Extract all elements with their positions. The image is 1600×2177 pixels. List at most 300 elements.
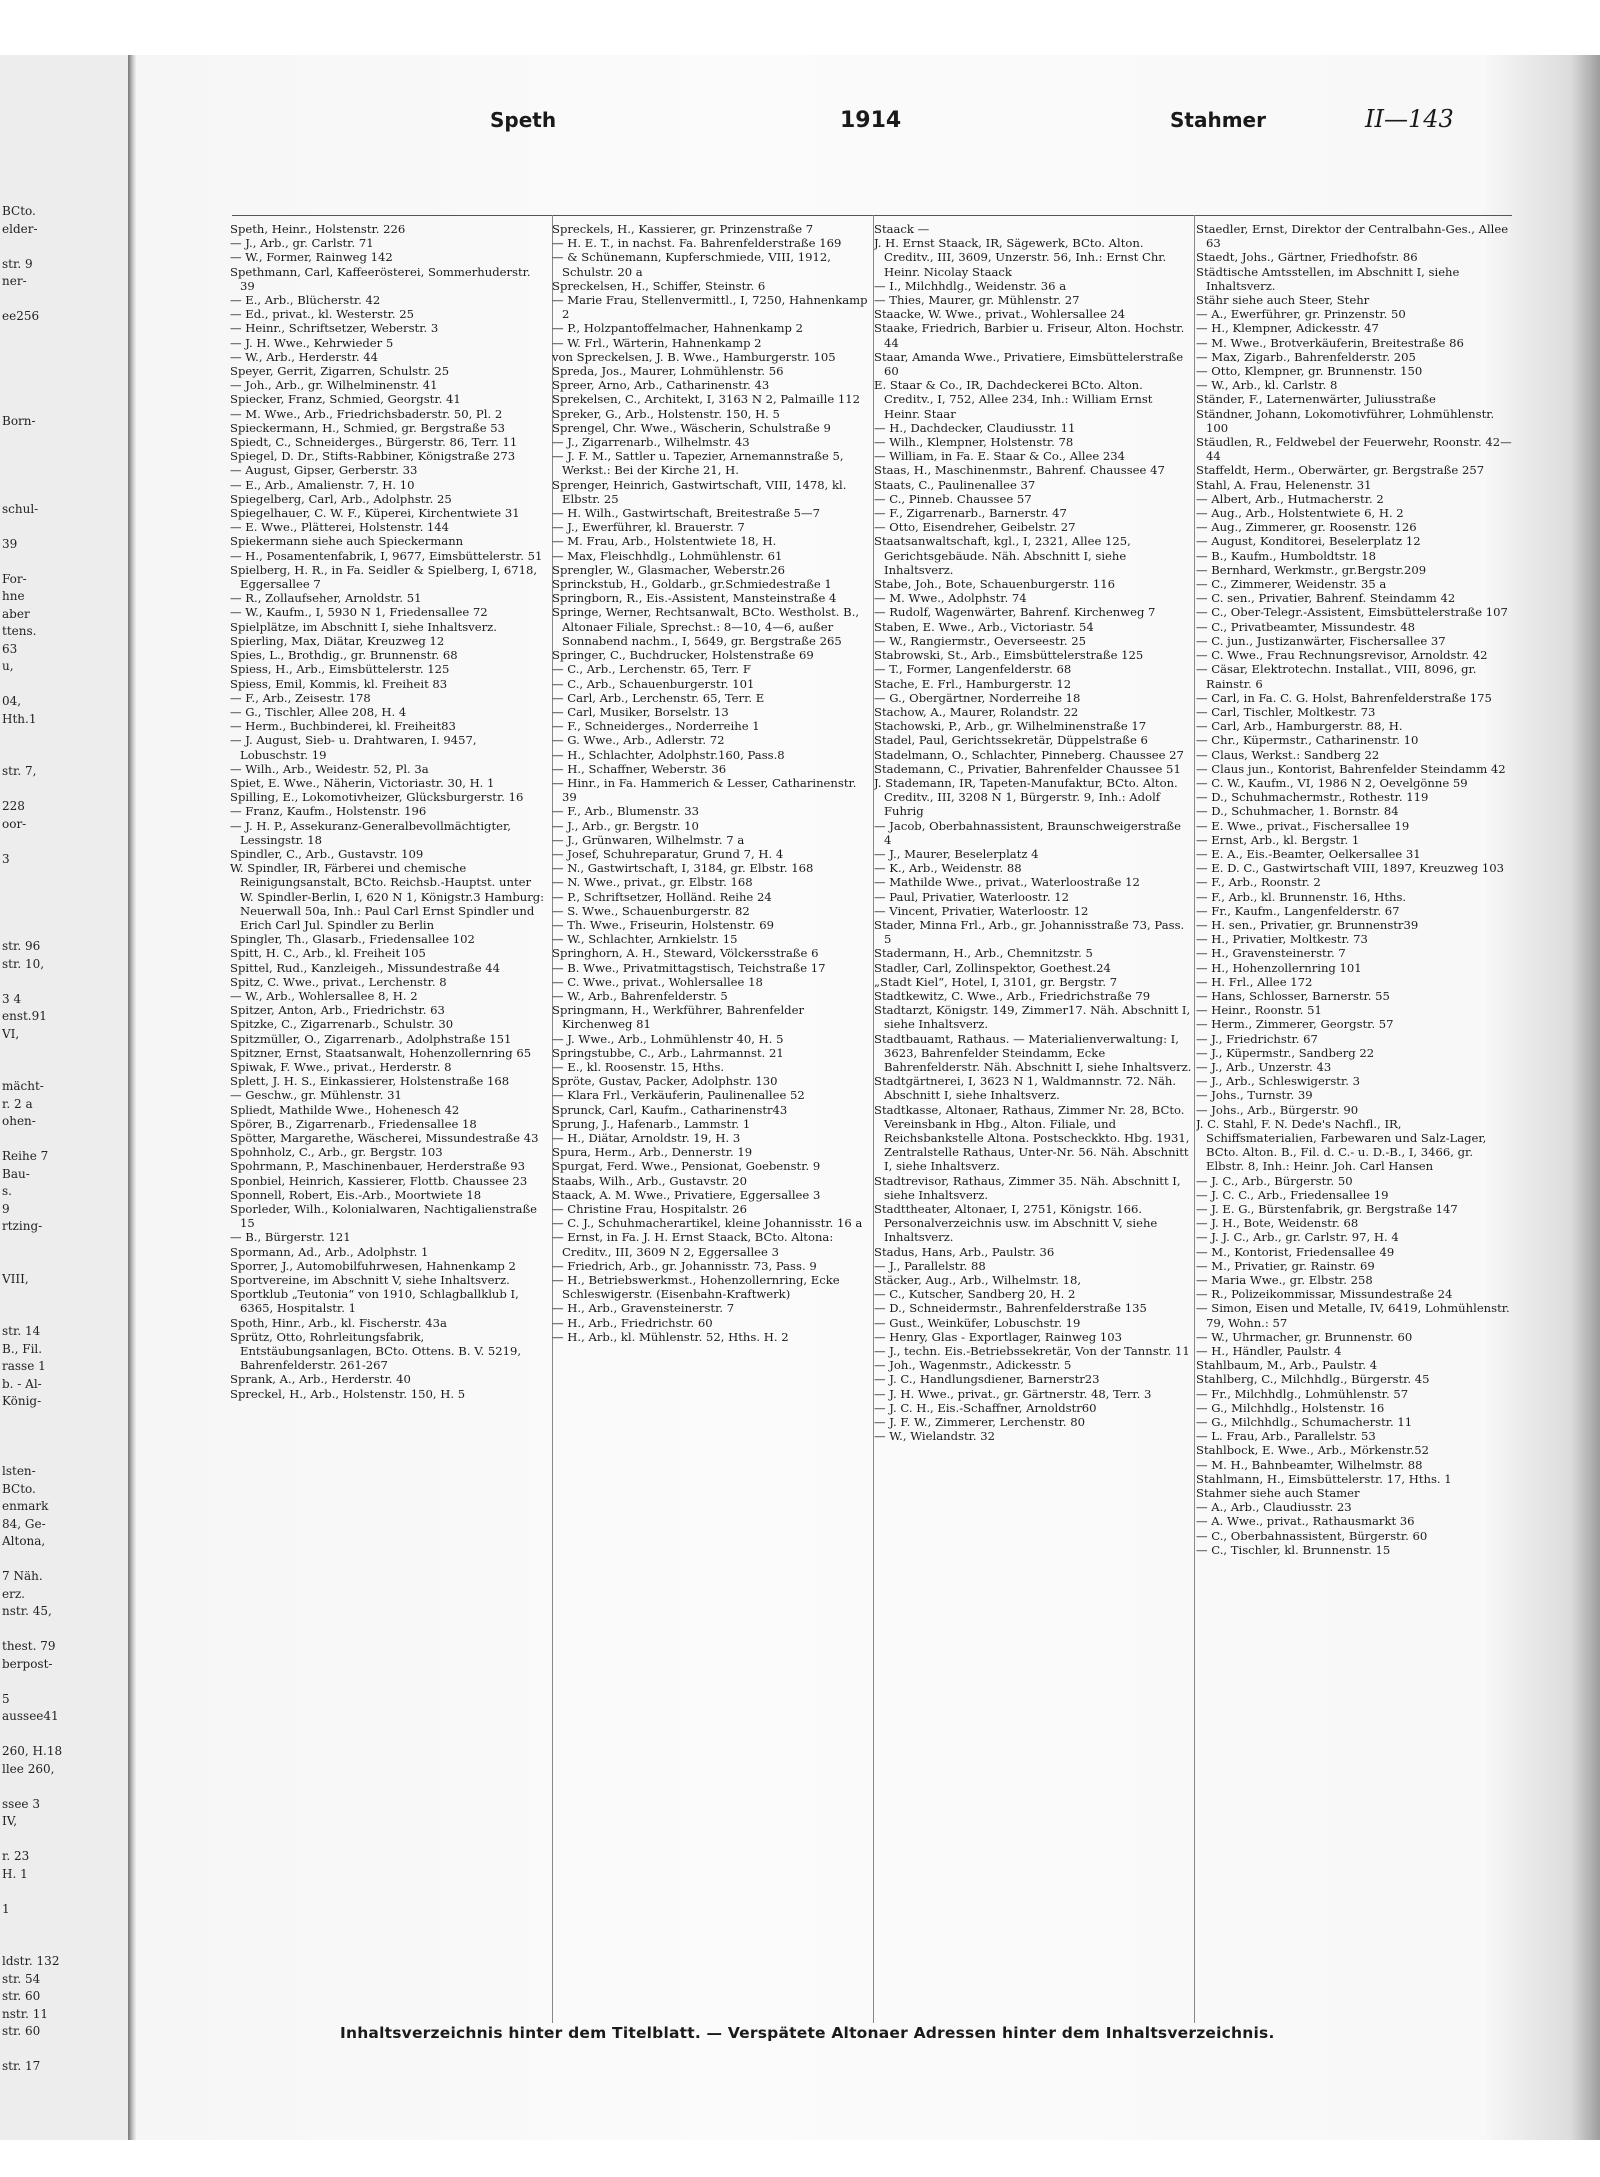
directory-entry: Spreckelsen, H., Schiffer, Steinstr. 6	[552, 278, 766, 293]
directory-entry: — J. H. Wwe., Kehrwieder 5	[230, 335, 394, 350]
directory-entry: — Vincent, Privatier, Waterloostr. 12	[874, 903, 1089, 918]
directory-entry: Stadtgärtnerei, I, 3623 N 1, Waldmannstr. 72. Näh. Abschnitt I, siehe Inhaltsverz.	[874, 1074, 1177, 1103]
directory-entry: Spielberg, H. R., in Fa. Seidler & Spielberg, I, 6718, Eggersallee 7	[230, 562, 538, 592]
previous-page-line	[2, 396, 132, 414]
directory-entry: — G., Milchhdlg., Schumacherstr. 11	[1196, 1415, 1413, 1430]
directory-entry: Spiess, Emil, Kommis, kl. Freiheit 83	[230, 676, 448, 691]
directory-entry: — M. Wwe., Adolphstr. 74	[874, 591, 1027, 606]
directory-entry: Staack, A. M. Wwe., Privatiere, Eggersallee 3	[552, 1187, 821, 1202]
previous-page-line: str. 10,	[2, 956, 45, 971]
directory-column-1	[230, 222, 548, 2022]
previous-page-line: 260, H.18	[2, 1744, 63, 1758]
scan-top-margin	[0, 0, 1600, 55]
directory-entry: — A. Wwe., privat., Rathausmarkt 36	[1196, 1514, 1415, 1529]
directory-entry: Stadtbauamt, Rathaus. — Materialienverwaltung: I, 3623, Bahrenfelder Steindamm, Ecke Bahrenfelderstr. Näh. Abschnitt I, siehe Inhaltsverz.	[874, 1031, 1192, 1074]
previous-page-line	[2, 886, 132, 904]
previous-page-line: aber	[2, 606, 30, 621]
previous-page-line: Altona,	[2, 1534, 46, 1548]
directory-entry: Springmann, H., Werkführer, Bahrenfelder Kirchenweg 81	[552, 1003, 804, 1032]
directory-entry: — Th. Wwe., Friseurin, Holstenstr. 69	[552, 917, 775, 932]
directory-entry: — Thies, Maurer, gr. Mühlenstr. 27	[874, 293, 1080, 308]
previous-page-line: ner-	[2, 274, 27, 288]
directory-entry: — J., Küpermstr., Sandberg 22	[1196, 1045, 1375, 1060]
directory-entry: Springhorn, A. H., Steward, Völckersstraße 6	[552, 946, 819, 961]
directory-entry: Stäcker, Aug., Arb., Wilhelmstr. 18,	[874, 1273, 1082, 1288]
directory-entry: — Hans, Schlosser, Barnerstr. 55	[1196, 988, 1390, 1003]
directory-entry: Spröte, Gustav, Packer, Adolphstr. 130	[552, 1074, 778, 1089]
previous-page-line: VI,	[2, 1026, 20, 1041]
previous-page-line	[2, 291, 132, 309]
directory-entry: — G., Milchhdlg., Holstenstr. 16	[1196, 1400, 1385, 1415]
directory-entry: — F., Arb., Blumenstr. 33	[552, 804, 699, 819]
directory-entry: — H., Hohenzollernring 101	[1196, 960, 1362, 975]
directory-entry: — H., Gravensteinerstr. 7	[1196, 946, 1346, 961]
directory-entry: — G. Wwe., Arb., Adlerstr. 72	[552, 733, 725, 748]
previous-page-line: nstr. 11	[2, 2006, 49, 2021]
directory-entry: Spieckermann, H., Schmied, gr. Bergstraße 53	[230, 420, 505, 435]
previous-page-line	[2, 833, 132, 851]
previous-page-line	[2, 1883, 132, 1901]
previous-page-line: berpost-	[2, 1656, 53, 1671]
directory-entry: — H., Diätar, Arnoldstr. 19, H. 3	[552, 1131, 741, 1145]
directory-entry: Sprung, J., Hafenarb., Lammstr. 1	[552, 1116, 751, 1131]
directory-entry: — C. W., Kaufm., VI, 1986 N 2, Oevelgönne 59	[1196, 775, 1468, 790]
directory-entry: — H., Händler, Paulstr. 4	[1196, 1344, 1342, 1359]
page-footer-note: Inhaltsverzeichnis hinter dem Titelblatt. — Verspätete Altonaer Adressen hinter dem Inhaltsverzeichnis.	[340, 2024, 1275, 2042]
directory-entry: — W., Rangiermstr., Oeverseestr. 25	[874, 633, 1087, 648]
directory-entry: Stäudlen, R., Feldwebel der Feuerwehr, Roonstr. 42—44	[1196, 435, 1512, 464]
previous-page-line: str. 9	[2, 256, 33, 271]
directory-entry: — Christine Frau, Hospitalstr. 26	[552, 1202, 747, 1217]
directory-entry: — Carl, Arb., Hamburgerstr. 88, H.	[1196, 719, 1403, 734]
previous-page-line: VIII,	[2, 1271, 29, 1286]
directory-entry: — E. A., Eis.-Beamter, Oelkersallee 31	[1196, 846, 1421, 861]
directory-entry: — Wilh., Klempner, Holstenstr. 78	[874, 435, 1074, 450]
directory-entry: — Ernst, Arb., kl. Bergstr. 1	[1196, 832, 1360, 847]
directory-entry: — W., Schlachter, Arnkielstr. 15	[552, 932, 738, 947]
directory-entry: — Joh., Wagenmstr., Adickesstr. 5	[874, 1358, 1072, 1373]
directory-entry: — C., Privatbeamter, Missundestr. 48	[1196, 619, 1416, 634]
directory-entry: — Rudolf, Wagenwärter, Bahrenf. Kirchenweg 7	[874, 605, 1156, 620]
directory-entry: — Jacob, Oberbahnassistent, Braunschweigerstraße 4	[874, 818, 1181, 847]
previous-page-line: str. 14	[2, 1324, 41, 1338]
previous-page-line: For-	[2, 571, 27, 586]
directory-entry: Spliedt, Mathilde Wwe., Hohenesch 42	[230, 1102, 460, 1117]
directory-entry: Staats, C., Paulinenallee 37	[874, 477, 1036, 492]
previous-page-line	[2, 1411, 132, 1429]
directory-entry: — Otto, Eisendreher, Geibelstr. 27	[874, 520, 1076, 535]
directory-entry: Spörer, B., Zigarrenarb., Friedensallee 18	[230, 1116, 477, 1131]
previous-page-line: B., Fil.	[2, 1341, 43, 1356]
previous-page-line	[2, 1043, 132, 1061]
previous-page-line	[2, 1778, 132, 1796]
directory-entry: Sprunck, Carl, Kaufm., Catharinenstr43	[552, 1102, 788, 1117]
directory-entry: — J. F. W., Zimmerer, Lerchenstr. 80	[874, 1415, 1085, 1430]
previous-page-line: str. 60	[2, 1989, 41, 2003]
directory-entry: — J. F. M., Sattler u. Tapezier, Arnemannstraße 5, Werkst.: Bei der Kirche 21, H.	[552, 449, 844, 478]
directory-entry: — H., Schaffner, Weberstr. 36	[552, 761, 727, 776]
column-divider	[1194, 215, 1195, 2023]
directory-entry: — N., Gastwirtschaft, I, 3184, gr. Elbstr. 168	[552, 861, 814, 876]
directory-entry: — C., Kutscher, Sandberg 20, H. 2	[874, 1287, 1076, 1302]
previous-page-line	[2, 553, 132, 571]
previous-page-line: 3	[2, 851, 10, 866]
directory-entry: — H. E. T., in nachst. Fa. Bahrenfelderstraße 169	[552, 236, 842, 251]
previous-page-line: thest. 79	[2, 1639, 56, 1653]
directory-entry: Spurgat, Ferd. Wwe., Pensionat, Goebenstr. 9	[552, 1159, 821, 1174]
previous-page-line: 39	[2, 536, 18, 551]
previous-page-line	[2, 973, 132, 991]
directory-entry: — C. J., Schuhmacherartikel, kleine Johannisstr. 16 a	[552, 1216, 863, 1231]
directory-entry: — E. Wwe., privat., Fischersallee 19	[1196, 818, 1410, 833]
directory-entry: — Aug., Arb., Holstentwiete 6, H. 2	[1196, 506, 1404, 521]
directory-entry: Spindler, C., Arb., Gustavstr. 109	[230, 846, 424, 861]
directory-entry: — W., Arb., kl. Carlstr. 8	[1196, 378, 1338, 393]
previous-page-line	[2, 2041, 132, 2059]
previous-page-line	[2, 466, 132, 484]
header-first-entry: Speth	[490, 108, 557, 132]
header-last-entry: Stahmer	[1170, 108, 1266, 132]
previous-page-line	[2, 1131, 132, 1149]
directory-entry: — Maria Wwe., gr. Elbstr. 258	[1196, 1273, 1373, 1288]
previous-page-line	[2, 1253, 132, 1271]
directory-entry: — C., Arb., Schauenburgerstr. 101	[552, 676, 755, 691]
directory-entry: — Carl, in Fa. C. G. Holst, Bahrenfelderstraße 175	[1196, 690, 1492, 705]
directory-entry: — Heinr., Roonstr. 51	[1196, 1003, 1322, 1018]
directory-entry: — M. H., Bahnbeamter, Wilhelmstr. 88	[1196, 1457, 1423, 1472]
previous-page-line	[2, 1446, 132, 1464]
header-rule	[232, 215, 1512, 216]
directory-entry: Staack —	[874, 222, 930, 236]
directory-entry: W. Spindler, IR, Färberei und chemische Reinigungsanstalt, BCto. Reichsb.-Hauptst. unter W. Spindler-Berlin, I, 620 N 1, Königstr.3 Hamburg: Neuerwall 50a, Inh.: Paul Carl Ernst Spindler und Erich Carl Jul. Spindler zu Berlin	[230, 861, 545, 932]
previous-page-line: 04,	[2, 694, 22, 708]
directory-entry: Spitz, C. Wwe., privat., Lerchenstr. 8	[230, 974, 447, 989]
directory-entry: Stadus, Hans, Arb., Paulstr. 36	[874, 1244, 1055, 1259]
directory-entry: — Fr., Milchhdlg., Lohmühlenstr. 57	[1196, 1386, 1409, 1401]
directory-entry: Stadtkasse, Altonaer, Rathaus, Zimmer Nr. 28, BCto. Vereinsbank in Hbg., Alton. Filiale, und Reichsbankstelle Altona. Postscheckkto. Hbg. 1931, Zentralstelle Rathaus, Unter-Nr. 56. Näh. Abschnitt I, siehe Inhaltsverz.	[874, 1102, 1190, 1174]
directory-entry: — J., Arb., gr. Bergstr. 10	[552, 818, 699, 833]
directory-entry: — C., Oberbahnassistent, Bürgerstr. 60	[1196, 1528, 1428, 1543]
directory-entry: — F., Arb., Zeisestr. 178	[230, 690, 371, 705]
previous-page-line	[2, 1726, 132, 1744]
directory-entry: Sprenger, Heinrich, Gastwirtschaft, VIII, 1478, kl. Elbstr. 25	[552, 477, 847, 506]
directory-entry: Stahlmann, H., Eimsbüttelerstr. 17, Hths. 1	[1196, 1471, 1452, 1486]
previous-page-line	[2, 483, 132, 501]
directory-entry: — A., Ewerführer, gr. Prinzenstr. 50	[1196, 307, 1406, 322]
previous-page-line: hne	[2, 589, 25, 603]
directory-entry: Staacke, W. Wwe., privat., Wohlersallee 24	[874, 307, 1126, 322]
directory-column-3	[874, 222, 1192, 2022]
previous-page-line: 63	[2, 641, 18, 656]
directory-entry: — W., Arb., Herderstr. 44	[230, 349, 378, 364]
directory-entry: — C., Arb., Lerchenstr. 65, Terr. F	[552, 662, 751, 677]
previous-page-line	[2, 431, 132, 449]
directory-entry: — L. Frau, Arb., Parallelstr. 53	[1196, 1429, 1376, 1444]
directory-entry: — J. C., Handlungsdiener, Barnerstr23	[874, 1372, 1100, 1387]
directory-entry: — Mathilde Wwe., privat., Waterloostraße 12	[874, 875, 1140, 890]
previous-page-line	[2, 1936, 132, 1954]
book-gutter	[128, 55, 136, 2177]
directory-column-4	[1196, 222, 1514, 2022]
directory-entry: Spielplätze, im Abschnitt I, siehe Inhaltsverz.	[230, 619, 497, 634]
directory-entry: — Albert, Arb., Hutmacherstr. 2	[1196, 491, 1384, 506]
directory-entry: — D., Schneidermstr., Bahrenfelderstraße 135	[874, 1301, 1147, 1316]
directory-entry: Sportvereine, im Abschnitt V, siehe Inhaltsverz.	[230, 1273, 510, 1288]
directory-entry: Spitzner, Ernst, Staatsanwalt, Hohenzollernring 65	[230, 1045, 532, 1060]
directory-entry: — E., Arb., Amalienstr. 7, H. 10	[230, 477, 415, 492]
directory-entry: — C., Ober-Telegr.-Assistent, Eimsbüttelerstraße 107	[1196, 605, 1508, 620]
directory-entry: — N. Wwe., privat., gr. Elbstr. 168	[552, 875, 753, 890]
directory-entry: — Henry, Glas - Exportlager, Rainweg 103	[874, 1329, 1123, 1344]
directory-entry: Ständner, Johann, Lokomotivführer, Lohmühlenstr. 100	[1196, 406, 1495, 435]
previous-page-line: 9	[2, 1201, 10, 1216]
previous-page-line	[2, 518, 132, 536]
previous-page-line: 228	[2, 799, 25, 813]
previous-page-line: Reihe 7	[2, 1149, 49, 1163]
previous-page-line: str. 60	[2, 2024, 41, 2038]
directory-entry: — M., Privatier, gr. Rainstr. 69	[1196, 1258, 1375, 1273]
directory-entry: Spitzer, Anton, Arb., Friedrichstr. 63	[230, 1003, 445, 1018]
directory-entry: — F., Arb., kl. Brunnenstr. 16, Hths.	[1196, 889, 1407, 904]
directory-entry: — Herm., Buchbinderei, kl. Freiheit83	[230, 719, 456, 734]
previous-page-line: llee 260,	[2, 1761, 55, 1776]
previous-page-line: 5	[2, 1691, 10, 1706]
directory-entry: Spiwak, F. Wwe., privat., Herderstr. 8	[230, 1059, 452, 1074]
directory-entry: Sprengel, Chr. Wwe., Wäscherin, Schulstraße 9	[552, 420, 831, 435]
directory-entry: — Ernst, in Fa. J. H. Ernst Staack, BCto. Altona: Creditv., III, 3609 N 2, Eggersallee 3	[552, 1230, 834, 1259]
directory-entry: Spiet, E. Wwe., Näherin, Victoriastr. 30, H. 1	[230, 775, 495, 790]
directory-entry: — J., techn. Eis.-Betriebssekretär, Von der Tannstr. 11	[874, 1344, 1190, 1359]
previous-page-line: enmark	[2, 1499, 49, 1513]
directory-entry: — Friedrich, Arb., gr. Johannisstr. 73, Pass. 9	[552, 1258, 817, 1273]
directory-entry: Stadermann, H., Arb., Chemnitzstr. 5	[874, 946, 1093, 961]
directory-entry: Springe, Werner, Rechtsanwalt, BCto. Westholst. B., Altonaer Filiale, Sprechst.: 8—10, 4—6, außer Sonnabend nachm., I, 5649, gr. Bergstraße 265	[552, 605, 860, 648]
previous-page-line: erz.	[2, 1586, 25, 1601]
directory-entry: Stachow, A., Maurer, Rolandstr. 22	[874, 704, 1079, 719]
directory-entry: Stadelmann, O., Schlachter, Pinneberg. Chaussee 27	[874, 747, 1184, 762]
previous-page-line: 7 Näh.	[2, 1569, 43, 1583]
directory-entry: Spethmann, Carl, Kaffeerösterei, Sommerhuderstr. 39	[230, 264, 531, 293]
directory-entry: von Spreckelsen, J. B. Wwe., Hamburgerstr. 105	[552, 349, 836, 364]
previous-page-line: IV,	[2, 1814, 18, 1828]
directory-entry: Spiegelberg, Carl, Arb., Adolphstr. 25	[230, 491, 452, 506]
previous-page-line: ssee 3	[2, 1796, 40, 1811]
directory-entry: J. C. Stahl, F. N. Dede's Nachfl., IR, Schiffsmaterialien, Farbewaren und Salz-Lager, BCto. Alton. B., Fil. d. C.- u. D.-B., I, 3466, gr. Elbstr. 8, Inh.: Heinr. Joh. Carl Hansen	[1196, 1116, 1487, 1174]
directory-entry: Staffeldt, Herm., Oberwärter, gr. Bergstraße 257	[1196, 463, 1485, 478]
directory-entry: Stadtrevisor, Rathaus, Zimmer 35. Näh. Abschnitt I, siehe Inhaltsverz.	[874, 1173, 1181, 1202]
directory-entry: Speyer, Gerrit, Zigarren, Schulstr. 25	[230, 364, 450, 379]
previous-page-line: 3 4	[2, 991, 22, 1006]
page-header	[360, 105, 1520, 158]
previous-page-line: Hth.1	[2, 711, 37, 726]
previous-page-line: H. 1	[2, 1866, 28, 1881]
directory-entry: — C. jun., Justizanwärter, Fischersallee 37	[1196, 633, 1446, 648]
directory-entry: Spingler, Th., Glasarb., Friedensallee 102	[230, 932, 475, 947]
previous-page-line: 1	[2, 1901, 10, 1916]
directory-entry: Spitt, H. C., Arb., kl. Freiheit 105	[230, 946, 426, 961]
directory-entry: — Carl, Musiker, Borselstr. 13	[552, 704, 729, 719]
previous-page-line: nstr. 45,	[2, 1604, 52, 1618]
previous-page-line: ldstr. 132	[2, 1954, 60, 1968]
directory-entry: — H., Schlachter, Adolphstr.160, Pass.8	[552, 747, 785, 762]
directory-entry: Staedler, Ernst, Direktor der Centralbahn-Ges., Allee 63	[1196, 222, 1509, 251]
directory-entry: — J. August, Sieb- u. Drahtwaren, I. 9457, Lobuschstr. 19	[230, 733, 477, 762]
directory-entry: — Carl, Arb., Lerchenstr. 65, Terr. E	[552, 690, 765, 705]
directory-entry: — Heinr., Schriftsetzer, Weberstr. 3	[230, 321, 439, 336]
directory-entry: — R., Zollaufseher, Arnoldstr. 51	[230, 591, 422, 606]
directory-entry: — C. Wwe., privat., Wohlersallee 18	[552, 974, 763, 989]
directory-entry: — C., Pinneb. Chaussee 57	[874, 491, 1032, 506]
directory-entry: — E. Wwe., Plätterei, Holstenstr. 144	[230, 520, 450, 535]
directory-entry: — G., Obergärtner, Norderreihe 18	[874, 690, 1081, 705]
page-number: II—143	[1365, 105, 1454, 133]
directory-entry: — H. Wilh., Gastwirtschaft, Breitestraße 5—7	[552, 506, 821, 521]
directory-entry: Stähr siehe auch Steer, Stehr	[1196, 293, 1370, 308]
directory-entry: Sprütz, Otto, Rohrleitungsfabrik, Entstäubungsanlagen, BCto. Ottens. B. V. 5219, Bahrenfelderstr. 261-267	[230, 1329, 522, 1373]
directory-entry: Stache, E. Frl., Hamburgerstr. 12	[874, 676, 1072, 691]
previous-page-line: oor-	[2, 816, 27, 831]
directory-entry: Staben, E. Wwe., Arb., Victoriastr. 54	[874, 619, 1094, 634]
directory-entry: — T., Former, Langenfelderstr. 68	[874, 662, 1072, 677]
previous-page-line: BCto.	[2, 204, 36, 218]
directory-entry: — M. Wwe., Arb., Friedrichsbaderstr. 50, Pl. 2	[230, 406, 503, 421]
directory-entry: E. Staar & Co., IR, Dachdeckerei BCto. Alton. Creditv., I, 752, Allee 234, Inh.: William Ernst Heinr. Staar	[874, 378, 1153, 421]
directory-entry: — Gust., Weinküfer, Lobuschstr. 19	[874, 1315, 1081, 1330]
directory-entry: — Wilh., Arb., Weidestr. 52, Pl. 3a	[230, 761, 429, 776]
directory-entry: Städtische Amtsstellen, im Abschnitt I, siehe Inhaltsverz.	[1196, 264, 1460, 293]
directory-entry: Sprengler, W., Glasmacher, Weberstr.26	[552, 562, 785, 577]
directory-entry: Stahl, A. Frau, Helenenstr. 31	[1196, 477, 1372, 492]
directory-entry: Sporleder, Wilh., Kolonialwaren, Nachtigalienstraße 15	[230, 1202, 538, 1231]
directory-entry: Stadttheater, Altonaer, I, 2751, Königstr. 166. Personalverzeichnis usw. im Abschnitt V, siehe Inhaltsverz.	[874, 1202, 1158, 1245]
directory-entry: — Klara Frl., Verkäuferin, Paulinenallee 52	[552, 1088, 805, 1103]
previous-page-line: König-	[2, 1394, 42, 1408]
previous-page-line	[2, 343, 132, 361]
previous-page-line: aussee41	[2, 1709, 59, 1723]
directory-entry: — J. C. C., Arb., Friedensallee 19	[1196, 1187, 1389, 1202]
directory-entry: — J. E. G., Bürstenfabrik, gr. Bergstraße 147	[1196, 1202, 1458, 1217]
directory-entry: Sportklub „Teutonia“ von 1910, Schlagballklub I, 6365, Hospitalstr. 1	[230, 1287, 519, 1316]
directory-entry: — E., Arb., Blücherstr. 42	[230, 293, 381, 308]
previous-page-edge	[0, 55, 132, 2177]
directory-entry: — J., Arb., Schleswigerstr. 3	[1196, 1074, 1360, 1089]
directory-entry: Sponbiel, Heinrich, Kassierer, Flottb. Chaussee 23	[230, 1173, 528, 1188]
directory-entry: — K., Arb., Weidenstr. 88	[874, 861, 1022, 876]
directory-entry: — Franz, Kaufm., Holstenstr. 196	[230, 804, 427, 819]
directory-entry: — M. Wwe., Brotverkäuferin, Breitestraße 86	[1196, 335, 1464, 350]
directory-entry: Staas, H., Maschinenmstr., Bahrenf. Chaussee 47	[874, 463, 1165, 478]
directory-entry: Spiedt, C., Schneiderges., Bürgerstr. 86, Terr. 11	[230, 435, 518, 450]
directory-entry: Spreckel, H., Arb., Holstenstr. 150, H. 5	[230, 1386, 466, 1401]
previous-page-line	[2, 1673, 132, 1691]
directory-entry: Sprinckstub, H., Goldarb., gr.Schmiedestraße 1	[552, 577, 832, 592]
directory-column-2	[552, 222, 870, 2022]
directory-entry: — B., Bürgerstr. 121	[230, 1230, 351, 1245]
previous-page-line: mächt-	[2, 1079, 44, 1093]
directory-entry: — H. sen., Privatier, gr. Brunnenstr39	[1196, 917, 1419, 932]
directory-entry: — J., Maurer, Beselerplatz 4	[874, 846, 1039, 861]
previous-page-line: b. - Al-	[2, 1376, 42, 1391]
directory-entry: Spohnholz, C., Arb., gr. Bergstr. 103	[230, 1145, 443, 1160]
directory-entry: — Josef, Schuhreparatur, Grund 7, H. 4	[552, 846, 784, 861]
directory-entry: Stabe, Joh., Bote, Schauenburgerstr. 116	[874, 577, 1115, 592]
directory-entry: Spreckels, H., Kassierer, gr. Prinzenstraße 7	[552, 222, 814, 236]
directory-entry: — H., Arb., Gravensteinerstr. 7	[552, 1301, 735, 1316]
directory-entry: Sprank, A., Arb., Herderstr. 40	[230, 1372, 411, 1387]
previous-page-line: str. 96	[2, 939, 41, 953]
directory-entry: Spierling, Max, Diätar, Kreuzweg 12	[230, 633, 445, 648]
directory-entry: — Marie Frau, Stellenvermittl., I, 7250, Hahnenkamp 2	[552, 293, 868, 322]
directory-entry: — J., Arb., Unzerstr. 43	[1196, 1059, 1332, 1074]
previous-page-line	[2, 1288, 132, 1306]
directory-entry: — H., Privatier, Moltkestr. 73	[1196, 932, 1368, 947]
directory-entry: — Paul, Privatier, Waterloostr. 12	[874, 889, 1069, 904]
previous-page-line: schul-	[2, 501, 39, 516]
directory-entry: — C. Wwe., Frau Rechnungsrevisor, Arnoldstr. 42	[1196, 648, 1488, 663]
previous-page-line: Born-	[2, 414, 36, 428]
previous-page-line: rasse 1	[2, 1359, 46, 1373]
previous-page-line	[2, 378, 132, 396]
directory-entry: — W., Former, Rainweg 142	[230, 250, 393, 265]
directory-entry: — R., Polizeikommissar, Missundestraße 24	[1196, 1287, 1453, 1302]
directory-entry: J. H. Ernst Staack, IR, Sägewerk, BCto. Alton. Creditv., III, 3609, Unzerstr. 56, Inh.: Ernst Chr. Heinr. Nicolay Staack	[874, 236, 1167, 279]
directory-entry: Spiegel, D. Dr., Stifts-Rabbiner, Königstraße 273	[230, 449, 516, 464]
previous-page-line: 84, Ge-	[2, 1516, 46, 1531]
previous-page-line	[2, 238, 132, 256]
directory-entry: — Chr., Küpermstr., Catharinenstr. 10	[1196, 733, 1419, 748]
previous-page-line	[2, 1061, 132, 1079]
directory-entry: Stahlberg, C., Milchhdlg., Bürgerstr. 45	[1196, 1372, 1430, 1387]
directory-entry: — E. D. C., Gastwirtschaft VIII, 1897, Kreuzweg 103	[1196, 861, 1504, 876]
previous-page-line: Bau-	[2, 1166, 30, 1181]
directory-entry: Stahlbaum, M., Arb., Paulstr. 4	[1196, 1358, 1378, 1373]
directory-entry: Stadtkewitz, C. Wwe., Arb., Friedrichstraße 79	[874, 988, 1151, 1003]
previous-page-line: elder-	[2, 221, 38, 236]
previous-page-line	[2, 781, 132, 799]
previous-page-line	[2, 1306, 132, 1324]
directory-entry: — B., Kaufm., Humboldtstr. 18	[1196, 548, 1376, 563]
directory-entry: — F., Schneiderges., Norderreihe 1	[552, 719, 760, 734]
directory-entry: — H., Arb., Friedrichstr. 60	[552, 1315, 713, 1330]
directory-entry: — Simon, Eisen und Metalle, IV, 6419, Lohmühlenstr. 79, Wohn.: 57	[1196, 1301, 1510, 1330]
previous-page-line: ohen-	[2, 1114, 36, 1128]
scan-bottom-margin	[0, 2140, 1600, 2177]
previous-page-line: s.	[2, 1184, 12, 1198]
directory-entry: — J., Ewerführer, kl. Brauerstr. 7	[552, 520, 745, 535]
previous-page-line	[2, 1831, 132, 1849]
directory-entry: — J., Parallelstr. 88	[874, 1258, 986, 1273]
directory-entry: Spiekermann siehe auch Spieckermann	[230, 534, 464, 549]
directory-entry: — J. H., Bote, Weidenstr. 68	[1196, 1216, 1359, 1231]
directory-entry: Stader, Minna Frl., Arb., gr. Johannisstraße 73, Pass. 5	[874, 917, 1185, 947]
directory-entry: — Carl, Tischler, Moltkestr. 73	[1196, 704, 1376, 719]
directory-entry: — Herm., Zimmerer, Georgstr. 57	[1196, 1017, 1394, 1032]
directory-entry: — H., Arb., kl. Mühlenstr. 52, Hths. H. 2	[552, 1329, 789, 1344]
directory-entry: — W. Frl., Wärterin, Hahnenkamp 2	[552, 335, 762, 350]
directory-entry: Staedt, Johs., Gärtner, Friedhofstr. 86	[1196, 250, 1418, 265]
directory-entry: Stahmer siehe auch Stamer	[1196, 1486, 1360, 1501]
directory-entry: — J., Arb., gr. Carlstr. 71	[230, 236, 374, 251]
previous-page-line: r. 2 a	[2, 1096, 33, 1111]
previous-page-line: u,	[2, 659, 14, 673]
directory-entry: — F., Arb., Roonstr. 2	[1196, 875, 1321, 890]
previous-page-line	[2, 868, 132, 886]
directory-entry: — M., Kontorist, Friedensallee 49	[1196, 1244, 1395, 1259]
directory-entry: Springer, C., Buchdrucker, Holstenstraße 69	[552, 648, 814, 663]
directory-entry: — S. Wwe., Schauenburgerstr. 82	[552, 903, 750, 918]
directory-entry: — Aug., Zimmerer, gr. Roosenstr. 126	[1196, 520, 1417, 535]
directory-entry: — J. H. Wwe., privat., gr. Gärtnerstr. 48, Terr. 3	[874, 1386, 1152, 1401]
